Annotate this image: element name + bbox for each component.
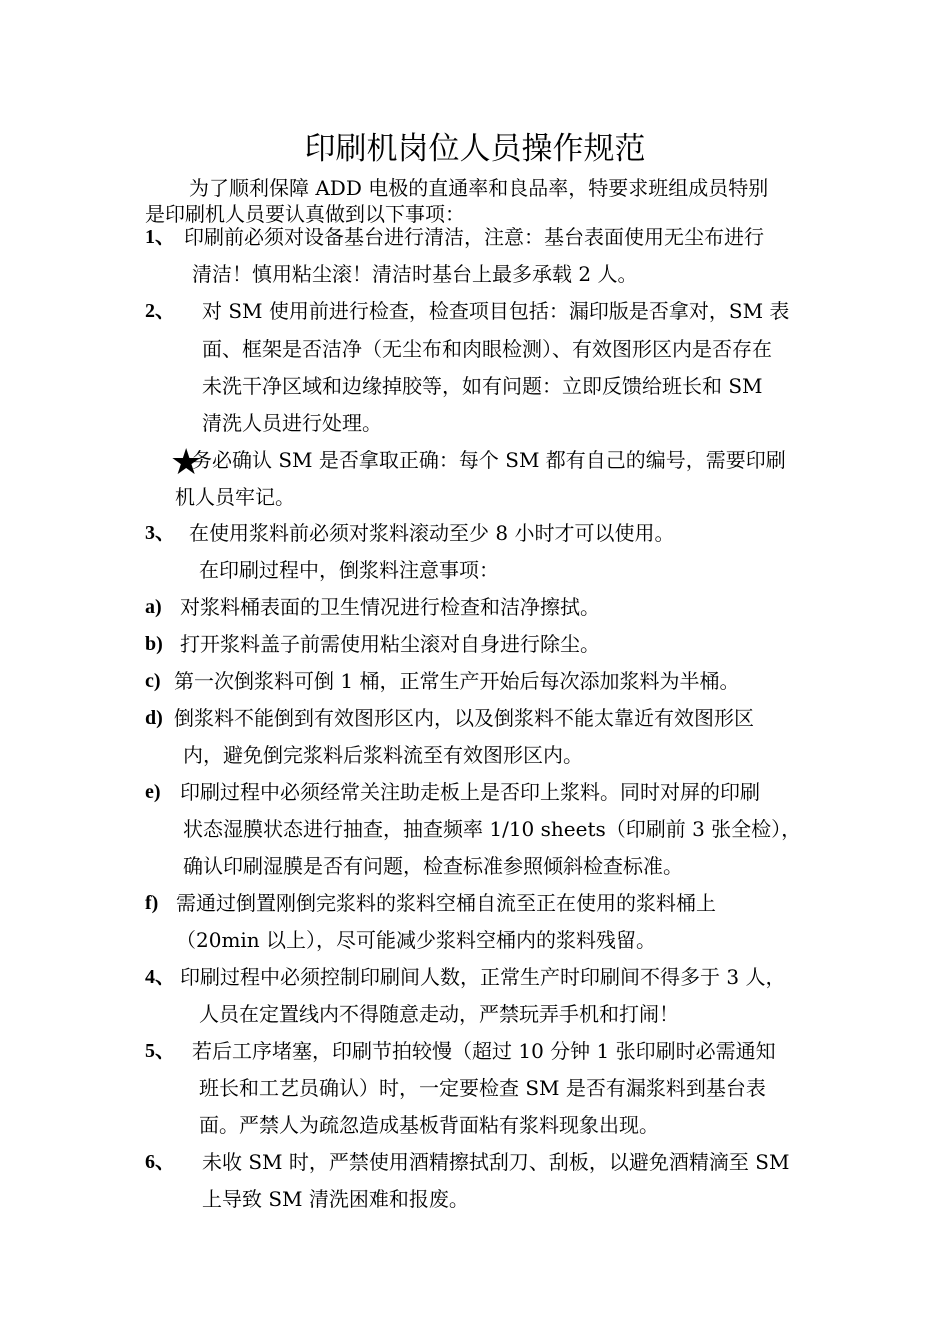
subitem-line: 对浆料桶表面的卫生情况进行检查和洁净擦拭。 <box>180 595 600 619</box>
item-line: 人员在定置线内不得随意走动，严禁玩弄手机和打闹！ <box>199 1002 679 1026</box>
subitem-line: 打开浆料盖子前需使用粘尘滚对自身进行除尘。 <box>180 632 600 656</box>
item-line: 清洗人员进行处理。 <box>202 411 382 435</box>
item-line: 对 SM 使用前进行检查，检查项目包括：漏印版是否拿对，SM 表 <box>202 299 790 323</box>
note-line: 机人员牢记。 <box>175 485 295 509</box>
item-line: 上导致 SM 清洗困难和报废。 <box>202 1187 469 1211</box>
subitem-line: （20min 以上），尽可能减少浆料空桶内的浆料残留。 <box>176 928 657 952</box>
subitem-letter: c) <box>145 670 161 692</box>
subitem-letter: d) <box>145 707 163 729</box>
item-line: 在使用浆料前必须对浆料滚动至少 8 小时才可以使用。 <box>189 521 675 545</box>
item-line: 面。严禁人为疏忽造成基板背面粘有浆料现象出现。 <box>199 1113 659 1137</box>
subitem-line: 内，避免倒完浆料后浆料流至有效图形区内。 <box>183 743 583 767</box>
subitem-line: 印刷过程中必须经常关注助走板上是否印上浆料。同时对屏的印刷 <box>180 780 760 804</box>
subitem-line: 第一次倒浆料可倒 1 桶，正常生产开始后每次添加浆料为半桶。 <box>174 669 740 693</box>
item-number: 3、 <box>145 522 175 544</box>
item-number: 6、 <box>145 1151 175 1173</box>
subitem-letter: e) <box>145 781 161 803</box>
item-number: 1、 <box>145 226 175 248</box>
star-icon: ★ <box>170 442 203 483</box>
item-number: 5、 <box>145 1040 175 1062</box>
subitem-line: 倒浆料不能倒到有效图形区内，以及倒浆料不能太靠近有效图形区 <box>174 706 754 730</box>
item-line: 面、框架是否洁净（无尘布和肉眼检测）、有效图形区内是否存在 <box>202 337 772 361</box>
subitem-line: 确认印刷湿膜是否有问题，检查标准参照倾斜检查标准。 <box>183 854 683 878</box>
subitem-letter: a) <box>145 596 162 618</box>
subitem-line: 需通过倒置刚倒完浆料的浆料空桶自流至正在使用的浆料桶上 <box>176 891 716 915</box>
item-number: 4、 <box>145 966 175 988</box>
item-line: 印刷过程中必须控制印刷间人数，正常生产时印刷间不得多于 3 人， <box>180 965 786 989</box>
item-line: 印刷前必须对设备基台进行清洁，注意：基台表面使用无尘布进行 <box>184 225 764 249</box>
item-line: 未洗干净区域和边缘掉胶等，如有问题：立即反馈给班长和 SM <box>202 374 763 398</box>
item-line: 若后工序堵塞，印刷节拍较慢（超过 10 分钟 1 张印刷时必需通知 <box>192 1039 776 1063</box>
subitem-letter: f) <box>145 892 159 914</box>
intro-line: 为了顺利保障 ADD 电极的直通率和良品率，特要求班组成员特别 <box>189 176 769 200</box>
note-line: 务必确认 SM 是否拿取正确：每个 SM 都有自己的编号，需要印刷 <box>192 448 786 472</box>
item-number: 2、 <box>145 300 175 322</box>
item-line: 班长和工艺员确认）时，一定要检查 SM 是否有漏浆料到基台表 <box>199 1076 766 1100</box>
subitem-line: 状态湿膜状态进行抽查，抽查频率 1/10 sheets（印刷前 3 张全检）， <box>183 817 802 841</box>
item-line: 清洁！慎用粘尘滚！清洁时基台上最多承载 2 人。 <box>192 262 638 286</box>
item-line: 未收 SM 时，严禁使用酒精擦拭刮刀、刮板，以避免酒精滴至 SM <box>202 1150 790 1174</box>
item-line: 在印刷过程中，倒浆料注意事项： <box>199 558 499 582</box>
document-title: 印刷机岗位人员操作规范 <box>304 131 646 167</box>
intro-line: 是印刷机人员要认真做到以下事项： <box>145 202 465 226</box>
subitem-letter: b) <box>145 633 163 655</box>
